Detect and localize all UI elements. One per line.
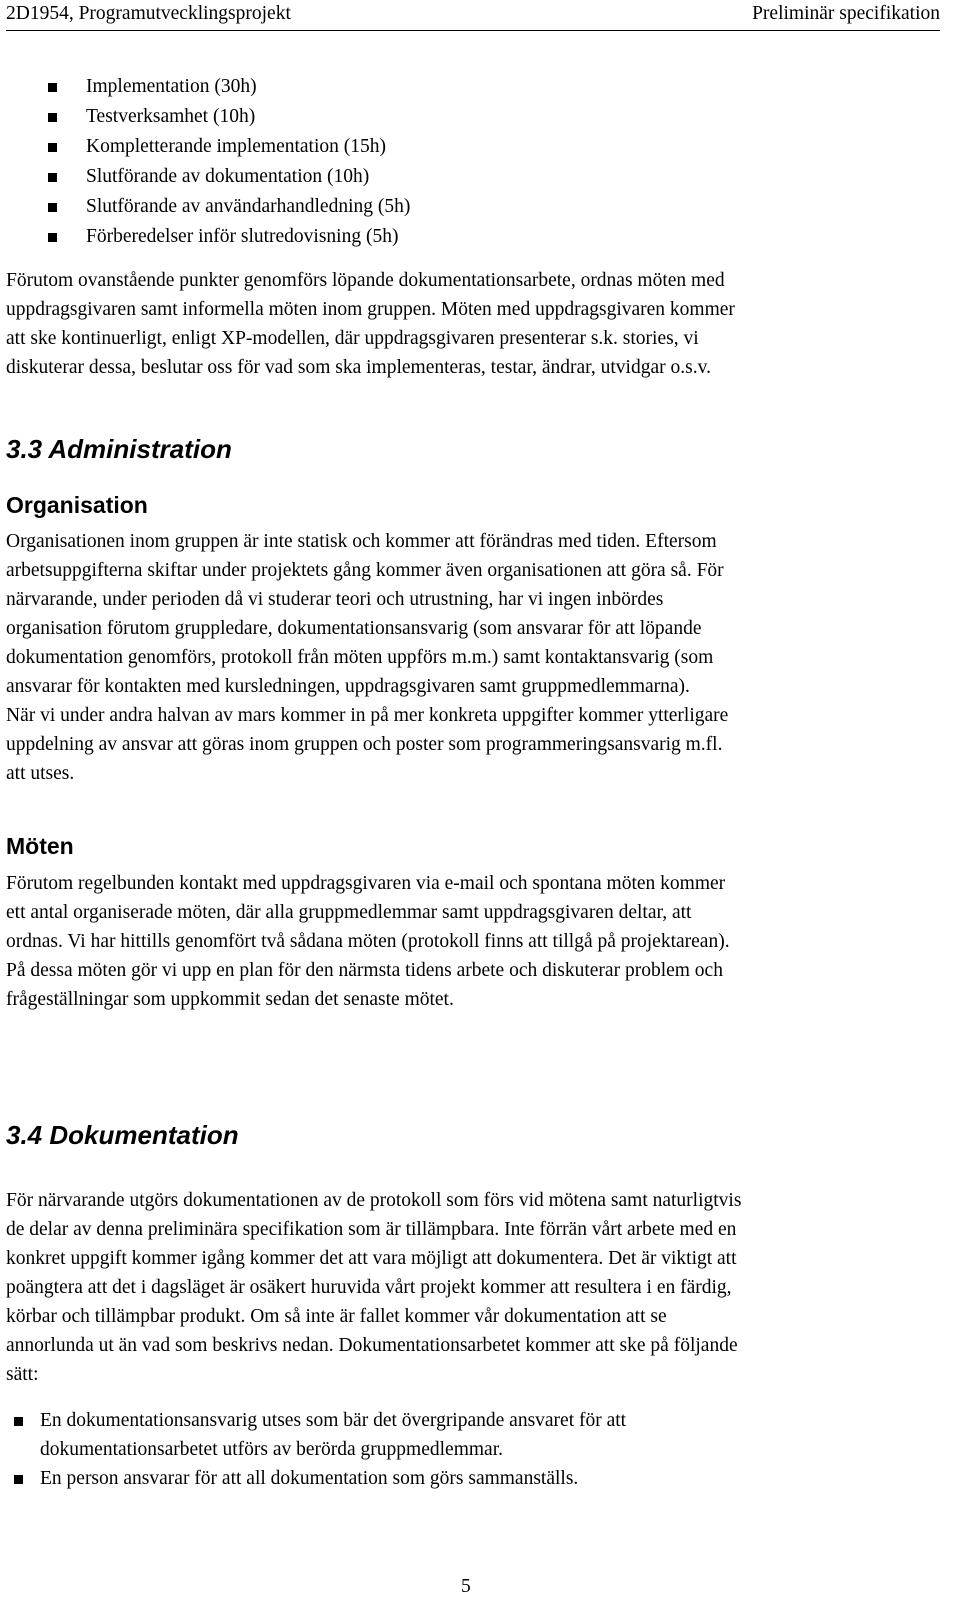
list-item: Slutförande av användarhandledning (5h) xyxy=(48,192,410,222)
dokumentation-list xyxy=(14,1406,626,1493)
section-3-4-heading: 3.4 Dokumentation xyxy=(6,1120,239,1150)
square-bullet-icon xyxy=(14,1475,23,1484)
square-bullet-icon xyxy=(48,143,57,152)
intro-paragraph: Förutom ovanstående punkter genomförs löpande dokumentationsarbete, ordnas möten med uppdragsgivaren samt informella möten inom gruppen. Möten med uppdragsgivaren kommer att ske kontinuerligt, enligt XP-modellen, där uppdragsgivaren presenterar s.k. stories, vi diskuterar dessa, beslutar oss för vad som ska implementeras, testar, ändrar, utvidgar o.s.v. xyxy=(6,270,735,378)
moten-paragraph: Förutom regelbunden kontakt med uppdragsgivaren via e-mail och spontana möten kommer ett antal organiserade möten, där alla gruppmedlemmar samt uppdragsgivaren deltar, att ordnas. Vi har hittills genomfört två sådana möten (protokoll finns att tillgå på projektarean). På dessa möten gör vi upp en plan för den närmsta tidens arbete och diskuterar problem och frågeställningar som uppkommit sedan det senaste mötet. xyxy=(6,873,730,1010)
section-3-3-heading: 3.3 Administration xyxy=(6,434,232,464)
list-item: Implementation (30h) xyxy=(48,72,410,102)
dokumentation-paragraph: För närvarande utgörs dokumentationen av de protokoll som förs vid mötena samt naturligtvis de delar av denna preliminära specifikation som är tillämpbara. Inte förrän vårt arbete med en konkret uppgift kommer igång kommer det att vara möjligt att dokumentera. Det är viktigt att poängtera att det i dagsläget är osäkert huruvida vårt projekt kommer att resultera i en färdig, körbar och tillämpbar produkt. Om så inte är fallet kommer vår dokumentation att se annorlunda ut än vad som beskrivs nedan. Dokumentationsarbetet kommer att ske på följande sätt: xyxy=(6,1190,742,1385)
list-item: Slutförande av dokumentation (10h) xyxy=(48,162,410,192)
page-header xyxy=(6,0,940,31)
list-item: Kompletterande implementation (15h) xyxy=(48,132,410,162)
list-item: En dokumentationsansvarig utses som bär det övergripande ansvaret för att dokumentationsarbetet utförs av berörda gruppmedlemmar. xyxy=(14,1406,626,1464)
page-number: 5 xyxy=(461,1576,471,1597)
square-bullet-icon xyxy=(48,83,57,92)
list-item: Testverksamhet (10h) xyxy=(48,102,410,132)
list-item: Förberedelser inför slutredovisning (5h) xyxy=(48,222,410,252)
header-course-title: 2D1954, Programutvecklingsprojekt xyxy=(6,3,291,24)
schedule-list xyxy=(48,72,410,252)
header-document-title: Preliminär specifikation xyxy=(752,3,940,24)
list-item: En person ansvarar för att all dokumentation som görs sammanställs. xyxy=(14,1464,626,1493)
square-bullet-icon xyxy=(48,113,57,122)
square-bullet-icon xyxy=(14,1417,23,1426)
square-bullet-icon xyxy=(48,173,57,182)
organisation-paragraph: Organisationen inom gruppen är inte statisk och kommer att förändras med tiden. Eftersom arbetsuppgifterna skiftar under projektets gång kommer även organisationen att göra så. För närvarande, under perioden då vi studerar teori och utrustning, har vi ingen inbördes organisation förutom gruppledare, dokumentationsansvarig (som ansvarar för att löpande dokumentation genomförs, protokoll från möten uppförs m.m.) samt kontaktansvarig (som ansvarar för kontakten med kursledningen, uppdragsgivaren samt gruppmedlemmarna). När vi under andra halvan av mars kommer in på mer konkreta uppgifter kommer ytterligare uppdelning av ansvar att göras inom gruppen och poster som programmeringsansvarig m.fl. att utses. xyxy=(6,531,729,784)
square-bullet-icon xyxy=(48,233,57,242)
square-bullet-icon xyxy=(48,203,57,212)
organisation-heading: Organisation xyxy=(6,492,148,518)
moten-heading: Möten xyxy=(6,833,74,859)
